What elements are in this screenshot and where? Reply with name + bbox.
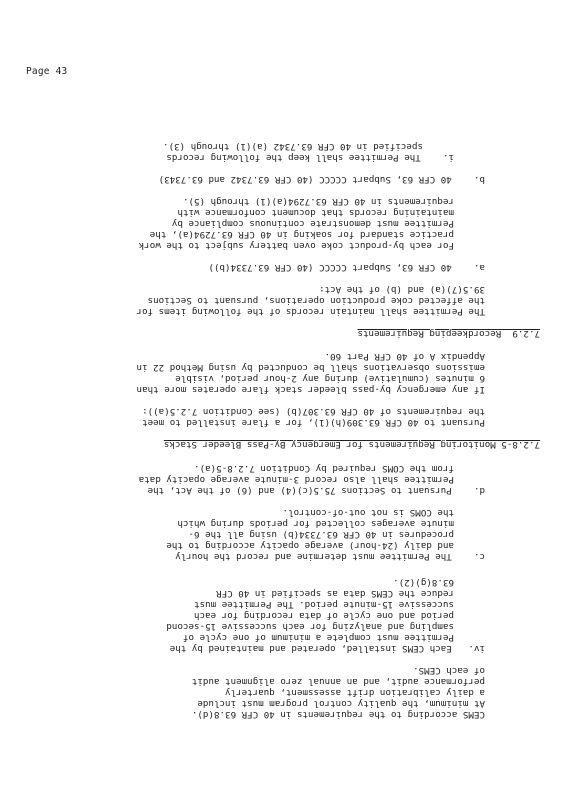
text-line: successive 15-minute period. The Permittee must	[194, 599, 454, 610]
text-line: For each by-product coke oven battery subject to the work	[138, 240, 454, 251]
text-line: practice standard for soaking in 40 CFR 63.7294(a), the	[149, 229, 454, 240]
page-number: Page 43	[26, 66, 68, 77]
text-line: 63.8(g)(2).	[393, 577, 454, 588]
text-line: the COMS is not out-of-control.	[282, 507, 454, 518]
text-line: procedures in 40 CFR 63.7334(b) using all the 6-	[188, 529, 454, 540]
text-line: reduce the CEMS data as specified in 40 CFR	[216, 588, 454, 599]
text-line: Pursuant to 40 CFR 63.309(h)(1), for a flare installed to meet	[142, 417, 485, 428]
text-line: CEMS according to the requirements in 40 CFR 63.8(d).	[191, 709, 485, 720]
text-line: 6 minutes (cumulative) during any 2-hour period, visible	[175, 373, 485, 384]
text-line: requirements in 40 CFR 63.7294(a)(1) through (5).	[182, 196, 454, 207]
text-line: minute averages collected for periods during which	[177, 518, 454, 529]
text-line: period and one cycle of data recording for each	[194, 610, 454, 621]
text-line: performance audit, and an annual zero alignment audit	[191, 676, 485, 687]
text-line: the requirements of 40 CFR 63.307(b) (see Condition 7.2.5(a)):	[142, 406, 485, 417]
list-item: a. 40 CFR 63, Subpart CCCCC (40 CFR 63.7334(b))	[208, 262, 485, 273]
text-line: the affected coke production operations, pursuant to Sections	[147, 295, 485, 306]
section-heading: 7.2.8-5 Monitoring Requirements for Emergency By-Pass Bleeder Stacks	[163, 439, 540, 450]
text-line: Permittee must complete a minimum of one cycle of	[182, 632, 454, 643]
text-line: specified in 40 CFR 63.7342 (a)(1) through (3).	[163, 141, 423, 152]
text-line: Permittee must demonstrate continuous compliance by	[171, 218, 454, 229]
text-line: The Permittee shall maintain records of the following items for	[136, 306, 485, 317]
text-line: and daily (24-hour) average opacity according to the	[166, 540, 454, 551]
list-item: c. The Permittee must determine and record the hourly	[175, 551, 485, 562]
list-item: iv. Each CEMS installed, operated and maintained by the	[169, 643, 485, 654]
text-line: maintaining records that document conformance with	[177, 207, 454, 218]
list-item: b. 40 CFR 63, Subpart CCCCC (40 CFR 63.7342 and 63.7343)	[158, 174, 485, 185]
text-line: Permittee shall also record 3-minute average opacity data	[138, 474, 454, 485]
text-line: of each CEMS.	[413, 665, 485, 676]
text-line: At minimum, the quality control program must include	[197, 698, 485, 709]
text-line: 39.5(7)(a) and (b) of the Act:	[319, 284, 485, 295]
list-item: i. The Permittee shall keep the following records	[166, 152, 454, 163]
text-line: sampling and analyzing for each successive 15-second	[166, 621, 454, 632]
list-item: d. Pursuant to Sections 75.5(c)(4) and (6) of the Act, the	[147, 485, 485, 496]
text-line: Appendix A of 40 CFR Part 60.	[324, 351, 485, 362]
text-line: emissions observations shall be conducted by using Method 22 in	[136, 362, 485, 373]
text-line: If any emergency by-pass bleeder stack flare operates more than	[136, 384, 485, 395]
text-line: a daily calibration drift assessment, quarterly	[225, 687, 485, 698]
text-line: from the COMS required by Condition 7.2.8-5(a).	[194, 463, 454, 474]
section-heading: 7.2.9 Recordkeeping Requirements	[357, 328, 540, 339]
